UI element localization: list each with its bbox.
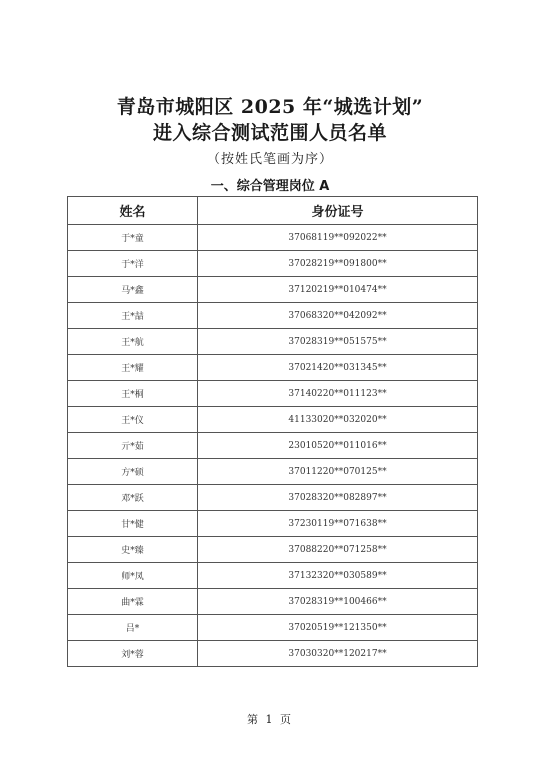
table-row [68,251,478,277]
cell-id-number: 37140220**011123** [198,381,478,407]
table-row [68,225,478,251]
table-row [68,615,478,641]
table-row [68,407,478,433]
cell-name: 吕* [68,615,198,641]
cell-id-number: 37068119**092022** [198,225,478,251]
cell-name: 于*童 [68,225,198,251]
cell-name: 王*仪 [68,407,198,433]
cell-id-number: 37030320**120217** [198,641,478,667]
cell-id-number: 37028319**051575** [198,329,478,355]
cell-name: 于*洋 [68,251,198,277]
table-row [68,563,478,589]
table-row [68,641,478,667]
table-row [68,277,478,303]
table-header-row [68,197,478,225]
cell-name: 王*喆 [68,303,198,329]
cell-id-number: 37028219**091800** [198,251,478,277]
document-title-line-1: 青岛市城阳区 2025 年“城选计划” [116,96,424,118]
cell-name: 刘*蓉 [68,641,198,667]
table-row [68,537,478,563]
cell-id-number: 37028320**082897** [198,485,478,511]
roster-table [67,196,478,667]
document-subtitle: （按姓氏笔画为序） [206,152,333,167]
cell-name: 王*耀 [68,355,198,381]
cell-name: 曲*霖 [68,589,198,615]
cell-id-number: 37120219**010474** [198,277,478,303]
table-row [68,381,478,407]
cell-name: 史*臻 [68,537,198,563]
section-heading: 一、综合管理岗位 A [210,179,330,194]
cell-name: 邓*跃 [68,485,198,511]
cell-id-number: 37011220**070125** [198,459,478,485]
column-header-name: 姓名 [68,197,198,225]
table-row [68,355,478,381]
cell-id-number: 37132320**030589** [198,563,478,589]
cell-id-number: 37088220**071258** [198,537,478,563]
table-row [68,459,478,485]
cell-name: 方*硕 [68,459,198,485]
table-row [68,511,478,537]
table-row [68,485,478,511]
cell-id-number: 37230119**071638** [198,511,478,537]
cell-id-number: 23010520**011016** [198,433,478,459]
cell-id-number: 37068320**042092** [198,303,478,329]
cell-name: 亓*茹 [68,433,198,459]
document-title-line-2: 进入综合测试范围人员名单 [152,122,387,144]
table-row [68,303,478,329]
cell-name: 马*鑫 [68,277,198,303]
cell-name: 甘*健 [68,511,198,537]
table-row [68,433,478,459]
cell-name: 王*航 [68,329,198,355]
cell-name: 师*凤 [68,563,198,589]
cell-name: 王*桐 [68,381,198,407]
cell-id-number: 37020519**121350** [198,615,478,641]
column-header-id-number: 身份证号 [198,197,478,225]
cell-id-number: 37021420**031345** [198,355,478,381]
cell-id-number: 41133020**032020** [198,407,478,433]
page-number: 第 1 页 [247,713,293,726]
table-row [68,589,478,615]
table-row [68,329,478,355]
cell-id-number: 37028319**100466** [198,589,478,615]
